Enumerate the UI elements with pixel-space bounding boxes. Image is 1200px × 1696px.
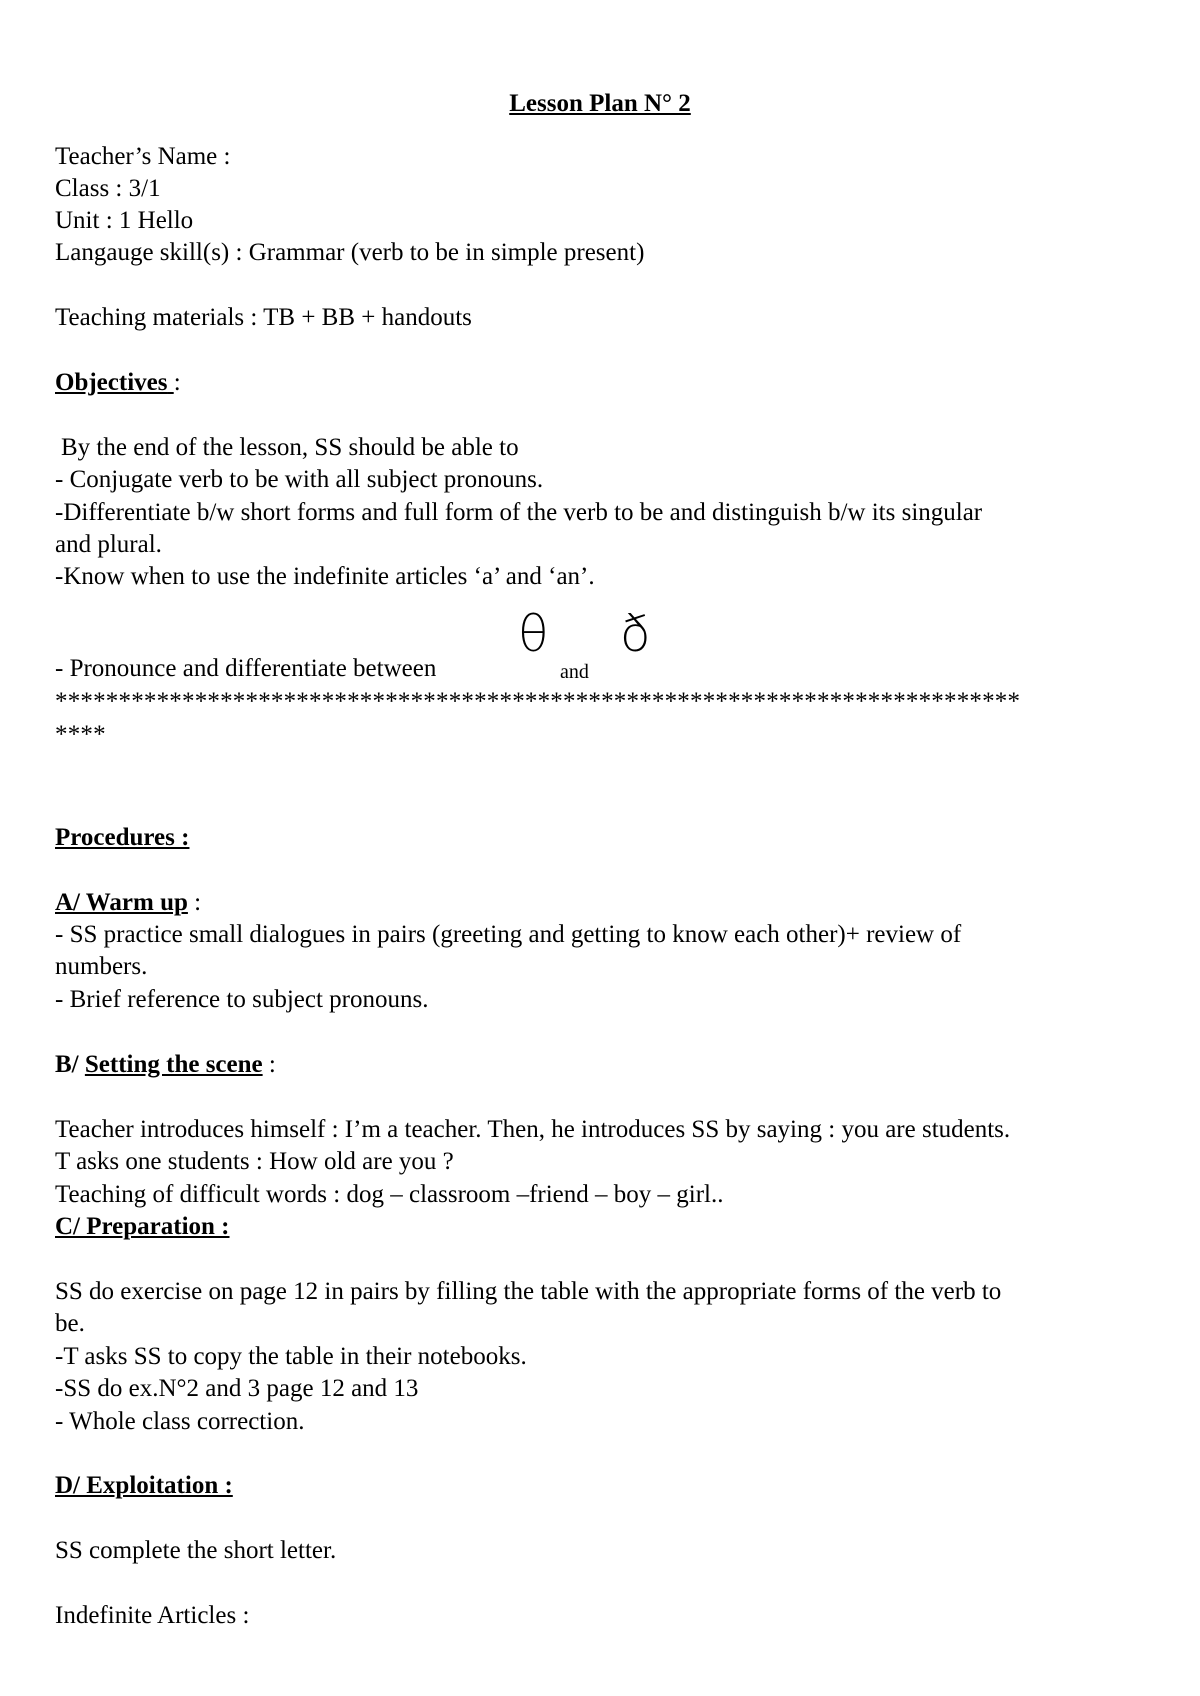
objectives-heading-line bbox=[55, 367, 181, 400]
materials-line: Teaching materials : TB + BB + handouts bbox=[55, 304, 472, 331]
exploitation-line: SS complete the short letter. bbox=[55, 1537, 337, 1564]
objective-item: and plural. bbox=[55, 531, 162, 558]
class-line: Class : 3/1 bbox=[55, 175, 161, 202]
teacher-name: Teacher’s Name : bbox=[55, 143, 231, 170]
procedures-heading: Procedures : bbox=[55, 824, 190, 851]
objective-item: - Conjugate verb to be with all subject pronouns. bbox=[55, 466, 544, 493]
warmup-heading-line bbox=[55, 887, 201, 920]
scene-heading-line bbox=[55, 1049, 276, 1082]
preparation-heading: C/ Preparation : bbox=[55, 1213, 230, 1240]
objectives-heading: Objectives bbox=[55, 369, 168, 396]
objective-item: -Know when to use the indefinite articles ‘a’ and ‘an’. bbox=[55, 563, 595, 590]
separator-line: **** bbox=[55, 721, 106, 748]
eth-symbol: ð bbox=[620, 605, 651, 663]
pronounce-line: - Pronounce and differentiate between bbox=[55, 655, 437, 682]
scene-line: Teaching of difficult words : dog – classroom –friend – boy – girl.. bbox=[55, 1181, 724, 1208]
and-word: and bbox=[560, 661, 589, 683]
scene-line: T asks one students : How old are you ? bbox=[55, 1148, 454, 1175]
scene-heading-suffix: : bbox=[262, 1051, 276, 1078]
objective-item: -Differentiate b/w short forms and full form of the verb to be and distinguish b/w its singular bbox=[55, 499, 983, 526]
warmup-line: numbers. bbox=[55, 953, 148, 980]
exploitation-line: Indefinite Articles : bbox=[55, 1602, 250, 1629]
scene-prefix: B/ bbox=[55, 1051, 85, 1078]
warmup-line: - SS practice small dialogues in pairs (greeting and getting to know each other)+ review of bbox=[55, 921, 962, 948]
objectives-heading-suffix: : bbox=[173, 369, 181, 396]
preparation-line: SS do exercise on page 12 in pairs by filling the table with the appropriate forms of the verb to bbox=[55, 1278, 1002, 1305]
warmup-heading: A/ Warm up bbox=[55, 889, 188, 916]
objectives-intro: By the end of the lesson, SS should be able to bbox=[61, 434, 519, 461]
theta-symbol: θ bbox=[518, 605, 549, 663]
skills-line: Langauge skill(s) : Grammar (verb to be in simple present) bbox=[55, 239, 645, 266]
separator-line: **************************************************************************** bbox=[55, 688, 1021, 715]
preparation-line: -SS do ex.N°2 and 3 page 12 and 13 bbox=[55, 1375, 419, 1402]
warmup-line: - Brief reference to subject pronouns. bbox=[55, 986, 429, 1013]
unit-line: Unit : 1 Hello bbox=[55, 207, 194, 234]
warmup-heading-suffix: : bbox=[187, 889, 202, 916]
scene-heading: Setting the scene bbox=[84, 1051, 263, 1078]
preparation-line: be. bbox=[55, 1310, 85, 1337]
page-title: Lesson Plan N° 2 bbox=[509, 90, 691, 117]
preparation-line: - Whole class correction. bbox=[55, 1408, 305, 1435]
scene-line: Teacher introduces himself : I’m a teacher. Then, he introduces SS by saying : you are students. bbox=[55, 1116, 1011, 1143]
preparation-line: -T asks SS to copy the table in their notebooks. bbox=[55, 1343, 527, 1370]
exploitation-heading: D/ Exploitation : bbox=[55, 1472, 233, 1499]
